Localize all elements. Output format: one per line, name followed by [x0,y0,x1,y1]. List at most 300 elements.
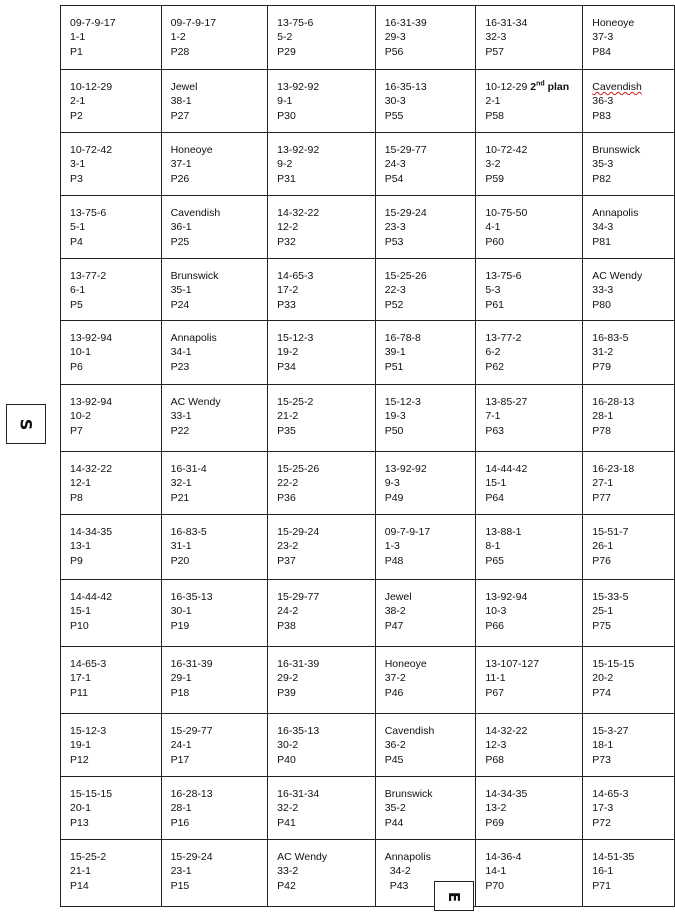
plot-entry: 13-1 [70,540,92,553]
plot-number: P36 [277,491,296,504]
plot-variety: 15-12-3 [384,396,421,408]
plot-number: P46 [384,686,404,699]
compass-east-label: E [445,891,463,903]
plot-entry: 3-2 [485,158,501,171]
plot-number: P47 [384,619,404,632]
plot-number: P20 [170,554,190,567]
plot-entry: 34-3 [592,221,614,234]
plot-number: P70 [485,879,505,892]
plot-number: P27 [170,109,190,122]
plot-variety: 16-31-34 [277,788,320,800]
plot-variety: 13-92-92 [277,144,320,156]
plot-entry: 23-1 [170,865,192,878]
plot-variety: 14-65-3 [70,658,107,670]
plot-variety: 14-36-4 [485,851,522,863]
plot-cell [476,714,583,777]
plot-cell [476,196,583,259]
plot-cell [268,452,376,515]
plot-number: P76 [592,554,611,567]
plot-variety: 13-92-92 [384,463,427,475]
plot-number: P30 [277,109,296,122]
plot-cell [583,259,675,321]
plot-number: P17 [170,753,190,766]
plot-variety: 15-25-2 [277,396,314,408]
plot-entry: 29-3 [384,31,406,44]
plot-number: P59 [485,172,505,185]
plot-cell [583,196,675,259]
plot-entry: 31-2 [592,346,614,359]
plot-entry: 26-1 [592,540,614,553]
plot-number: P6 [70,360,83,373]
plot-entry: 10-3 [485,605,507,618]
plot-number: P21 [170,491,190,504]
plot-entry: 38-2 [384,605,406,618]
plot-entry: 19-1 [70,739,92,752]
plot-cell [268,515,376,580]
plot-number: P35 [277,424,296,437]
plot-variety: 15-29-77 [170,725,213,737]
plot-entry: 32-3 [485,31,507,44]
plot-cell [476,647,583,714]
plot-number: P37 [277,554,296,567]
plot-entry: 37-2 [384,672,406,685]
plot-cell [375,70,476,133]
plot-entry: 2-1 [485,95,501,108]
plot-variety: 15-12-3 [277,332,314,344]
plot-entry: 19-3 [384,410,406,423]
plot-variety: 14-44-42 [70,591,113,603]
plot-variety: Honeoye [384,658,427,670]
plot-number: P81 [592,235,611,248]
plot-variety: 16-31-39 [384,17,427,29]
plot-cell [476,6,583,70]
plot-cell [375,515,476,580]
plot-entry: 12-2 [277,221,299,234]
plot-variety: Cavendish [592,81,642,93]
plot-cell [375,385,476,452]
plot-variety: 16-31-39 [170,658,213,670]
plot-variety: 15-25-2 [70,851,107,863]
plot-number: P3 [70,172,83,185]
plot-number: P73 [592,753,611,766]
plot-cell [583,133,675,196]
plot-number: P42 [277,879,296,892]
plot-number: P67 [485,686,505,699]
plot-variety: 15-3-27 [592,725,629,737]
plot-entry: 35-2 [384,802,406,815]
plot-number: P2 [70,109,83,122]
plot-number: P77 [592,491,611,504]
plot-number: P31 [277,172,296,185]
plot-cell [268,133,376,196]
plot-cell [375,196,476,259]
plot-cell [161,259,268,321]
plot-cell [268,580,376,647]
plot-cell [268,647,376,714]
plot-number: P41 [277,816,296,829]
plot-variety: Cavendish [384,725,435,737]
plot-entry: 30-2 [277,739,299,752]
plot-entry: 3-1 [70,158,86,171]
plot-number: P22 [170,424,190,437]
plot-cell [583,840,675,907]
plot-entry: 36-2 [384,739,406,752]
plot-cell [61,385,162,452]
plot-variety: 10-72-42 [70,144,113,156]
plot-variety: 16-31-39 [277,658,320,670]
grid-row [61,385,675,452]
plot-entry: 29-2 [277,672,299,685]
plot-cell [375,321,476,385]
plot-variety: 13-92-94 [485,591,528,603]
plot-cell [375,714,476,777]
grid-row [61,777,675,840]
plot-number: P64 [485,491,505,504]
plot-entry: 6-1 [70,284,86,297]
plot-entry: 37-1 [170,158,192,171]
plot-number: P4 [70,235,83,248]
plot-variety: 16-31-4 [170,463,207,475]
plot-number: P34 [277,360,296,373]
plot-entry: 17-2 [277,284,299,297]
plot-number: P38 [277,619,296,632]
plot-cell [61,840,162,907]
plot-variety: 13-92-94 [70,332,113,344]
plot-cell [61,70,162,133]
plot-number: P1 [70,45,83,58]
plot-entry: 14-1 [485,865,507,878]
plot-variety: 10-12-29 [70,81,113,93]
plot-cell [375,777,476,840]
plot-variety: Jewel [170,81,198,93]
plot-cell [583,70,675,133]
plot-variety: 16-35-13 [384,81,427,93]
plot-entry: 20-2 [592,672,614,685]
plot-cell [476,580,583,647]
plot-number: P55 [384,109,404,122]
plot-cell [583,580,675,647]
plot-cell [161,777,268,840]
plot-variety: 16-35-13 [170,591,213,603]
plot-cell [583,385,675,452]
plot-cell [61,196,162,259]
plot-cell [268,777,376,840]
plot-variety: 16-31-34 [485,17,528,29]
plot-number: P29 [277,45,296,58]
plot-entry: 22-3 [384,284,406,297]
plot-cell [375,580,476,647]
plot-entry: 13-2 [485,802,507,815]
plot-variety: Annapolis [384,851,431,863]
plot-variety: 13-107-127 [485,658,540,670]
plot-cell [375,6,476,70]
plot-entry: 9-2 [277,158,293,171]
plot-entry: 8-1 [485,540,501,553]
plot-variety: 14-65-3 [592,788,629,800]
plot-cell [476,70,583,133]
plot-entry: 28-1 [592,410,614,423]
grid-row [61,840,675,907]
plot-variety: Honeoye [170,144,213,156]
plot-variety: 15-29-77 [277,591,320,603]
plot-cell [268,259,376,321]
plot-entry: 25-1 [592,605,614,618]
plot-number: P13 [70,816,89,829]
plot-grid-table [60,5,675,907]
plot-number: P80 [592,298,611,311]
plot-variety: 09-7-9-17 [384,526,431,538]
plot-variety: AC Wendy [277,851,328,863]
plot-cell [61,777,162,840]
plot-cell [583,321,675,385]
plot-cell [161,840,268,907]
plot-number: P63 [485,424,505,437]
grid-row [61,647,675,714]
plot-variety: 13-75-6 [485,270,522,282]
plot-number: P50 [384,424,404,437]
plot-variety: 16-83-5 [592,332,629,344]
plot-variety: Brunswick [170,270,219,282]
plot-variety: 13-85-27 [485,396,528,408]
plot-variety: 14-65-3 [277,270,314,282]
plot-cell [61,321,162,385]
grid-row [61,196,675,259]
plot-variety: 14-51-35 [592,851,635,863]
plot-entry: 32-2 [277,802,299,815]
plot-number: P24 [170,298,190,311]
grid-row [61,321,675,385]
plot-variety: 14-32-22 [70,463,113,475]
plot-number: P54 [384,172,404,185]
grid-row [61,6,675,70]
plot-cell [268,385,376,452]
plot-number: P48 [384,554,404,567]
plot-variety: Jewel [384,591,412,603]
plot-variety: 15-29-24 [277,526,320,538]
plot-cell [161,70,268,133]
plot-number: P83 [592,109,611,122]
plot-entry: 22-2 [277,477,299,490]
plot-variety: 16-28-13 [170,788,213,800]
plot-number: P52 [384,298,404,311]
plot-variety: Brunswick [592,144,641,156]
plot-entry: 4-1 [485,221,501,234]
plot-entry: 30-1 [170,605,192,618]
plot-cell [161,452,268,515]
plot-number: P43 [389,879,409,892]
plot-variety: 16-28-13 [592,396,635,408]
plot-cell [161,196,268,259]
plot-entry: 33-2 [277,865,299,878]
plot-number: P60 [485,235,505,248]
plot-variety: 15-33-5 [592,591,629,603]
plot-entry: 16-1 [592,865,614,878]
plot-entry: 28-1 [170,802,192,815]
plot-variety: 14-34-35 [70,526,113,538]
plot-number: P53 [384,235,404,248]
plot-number: P66 [485,619,505,632]
plot-variety: 15-29-24 [170,851,213,863]
plot-cell [161,133,268,196]
plot-entry: 19-2 [277,346,299,359]
plot-cell [268,70,376,133]
plot-number: P26 [170,172,190,185]
plot-variety: 16-78-8 [384,332,421,344]
plot-cell [61,515,162,580]
plot-cell [583,647,675,714]
plot-cell [161,714,268,777]
plot-variety: 13-92-94 [70,396,113,408]
plot-variety: 13-77-2 [70,270,107,282]
plot-entry: 20-1 [70,802,92,815]
plot-number: P49 [384,491,404,504]
plot-number: P78 [592,424,611,437]
compass-south-label: S [16,418,36,430]
plot-entry: 35-3 [592,158,614,171]
plot-cell [476,321,583,385]
plot-number: P68 [485,753,505,766]
plot-variety: 15-25-26 [277,463,320,475]
plot-number: P51 [384,360,404,373]
grid-row [61,133,675,196]
plot-cell [61,6,162,70]
plot-number: P7 [70,424,83,437]
plot-variety: 16-23-18 [592,463,635,475]
plot-cell [268,321,376,385]
grid-row [61,580,675,647]
plot-entry: 36-1 [170,221,192,234]
plot-variety: 15-12-3 [70,725,107,737]
plot-number: P28 [170,45,190,58]
plot-number: P8 [70,491,83,504]
plot-entry: 27-1 [592,477,614,490]
plot-entry: 24-1 [170,739,192,752]
plot-number: P45 [384,753,404,766]
plot-variety: 10-12-29 2nd plan [485,80,570,93]
plot-entry: 35-1 [170,284,192,297]
plot-entry: 39-1 [384,346,406,359]
plot-cell [161,6,268,70]
plot-entry: 21-1 [70,865,92,878]
plot-variety: AC Wendy [592,270,643,282]
compass-south-marker [6,404,46,444]
plot-entry: 5-3 [485,284,501,297]
plot-cell [476,452,583,515]
plot-entry: 10-2 [70,410,92,423]
plot-number: P56 [384,45,404,58]
plot-variety: 13-92-92 [277,81,320,93]
plot-entry: 33-1 [170,410,192,423]
plot-number: P33 [277,298,296,311]
plot-number: P72 [592,816,611,829]
compass-east-marker [434,881,474,911]
plot-cell [583,452,675,515]
plot-cell [268,840,376,907]
plot-cell [583,714,675,777]
plot-variety: 14-32-22 [485,725,528,737]
plot-cell [375,452,476,515]
plot-entry: 31-1 [170,540,192,553]
plot-entry: 32-1 [170,477,192,490]
plot-variety: 15-29-24 [384,207,427,219]
plot-entry: 18-1 [592,739,614,752]
plot-entry: 9-1 [277,95,293,108]
plot-number: P11 [70,686,88,699]
plot-variety: 15-51-7 [592,526,629,538]
plot-entry: 9-3 [384,477,400,490]
plot-number: P58 [485,109,505,122]
plot-variety: 14-32-22 [277,207,320,219]
plot-variety: 16-83-5 [170,526,207,538]
plot-entry: 38-1 [170,95,192,108]
plot-entry: 34-1 [170,346,192,359]
plot-variety: 15-15-15 [70,788,113,800]
plot-number: P39 [277,686,296,699]
plot-cell [61,259,162,321]
plot-cell [476,385,583,452]
plot-number: P44 [384,816,404,829]
plot-number: P82 [592,172,611,185]
plot-entry: 24-2 [277,605,299,618]
plot-cell [476,777,583,840]
plot-number: P25 [170,235,190,248]
plot-cell [476,259,583,321]
plot-cell [476,133,583,196]
plot-entry: 37-3 [592,31,614,44]
plot-number: P23 [170,360,190,373]
plot-entry: 34-2 [389,865,411,878]
plot-number: P12 [70,753,89,766]
plot-cell [61,133,162,196]
plot-number: P18 [170,686,190,699]
plot-entry: 21-2 [277,410,299,423]
plot-number: P75 [592,619,611,632]
plot-entry: 23-2 [277,540,299,553]
plot-variety: 13-77-2 [485,332,522,344]
plot-cell [161,515,268,580]
plot-entry: 2-1 [70,95,86,108]
plot-variety: 09-7-9-17 [170,17,217,29]
plot-entry: 33-3 [592,284,614,297]
plot-number: P5 [70,298,83,311]
plot-cell [161,580,268,647]
grid-row [61,70,675,133]
plot-number: P71 [592,879,611,892]
plot-number: P15 [170,879,190,892]
plot-entry: 5-1 [70,221,86,234]
plot-variety: 15-15-15 [592,658,635,670]
plot-number: P16 [170,816,190,829]
plot-entry: 10-1 [70,346,92,359]
plot-number: P40 [277,753,296,766]
plot-number: P9 [70,554,83,567]
plot-entry: 24-3 [384,158,406,171]
plot-cell [61,452,162,515]
plot-variety: 15-25-26 [384,270,427,282]
plot-cell [268,196,376,259]
plot-entry: 23-3 [384,221,406,234]
plot-entry: 15-1 [485,477,507,490]
plot-entry: 5-2 [277,31,293,44]
plot-entry: 12-1 [70,477,92,490]
plot-cell [375,259,476,321]
grid-row [61,515,675,580]
plot-entry: 15-1 [70,605,92,618]
grid-row [61,452,675,515]
plot-variety: 13-75-6 [277,17,314,29]
plot-variety: 13-88-1 [485,526,522,538]
plot-variety: 14-34-35 [485,788,528,800]
